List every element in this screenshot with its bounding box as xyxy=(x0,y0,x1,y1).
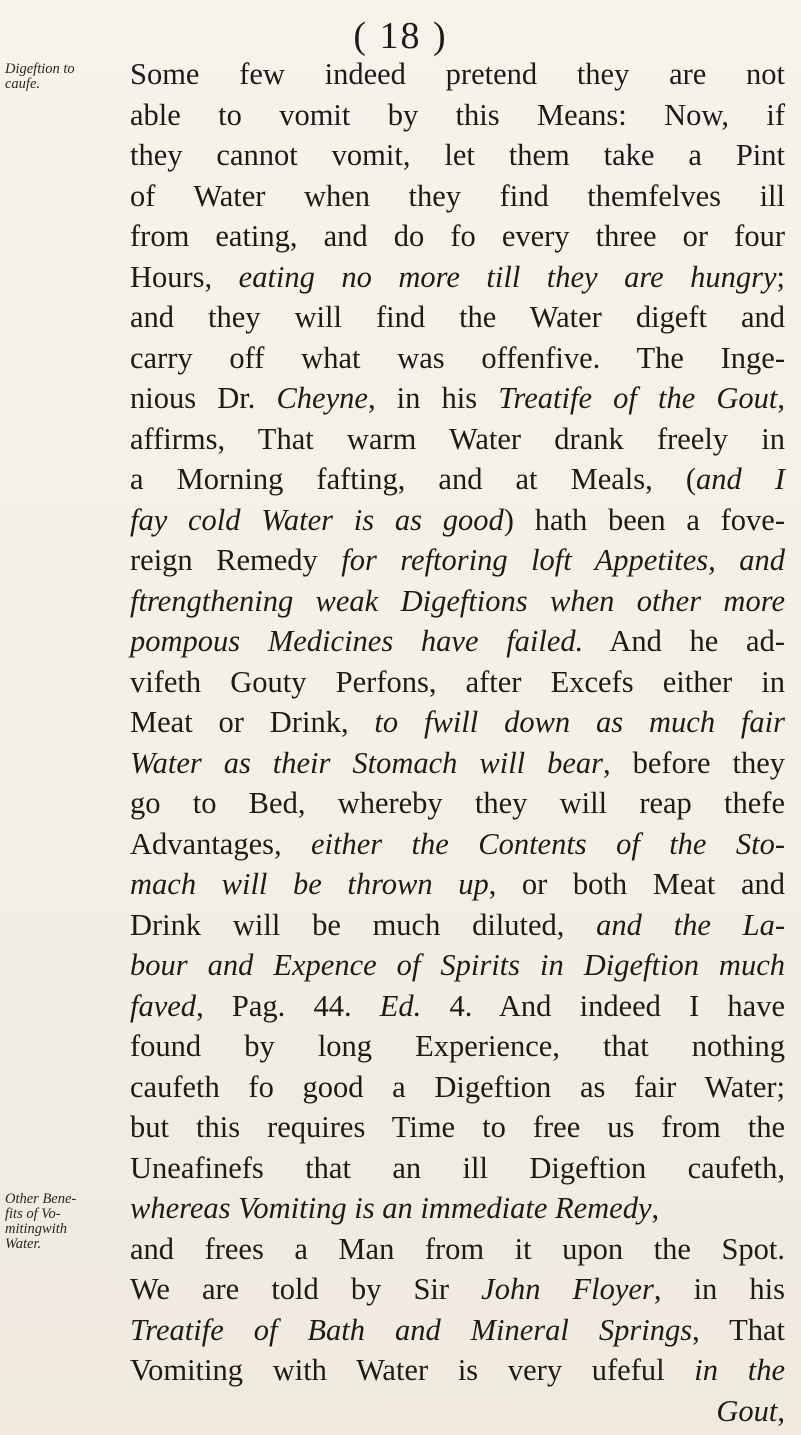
italic-run: Ed. xyxy=(379,988,422,1023)
italic-run: John Floyer xyxy=(481,1272,654,1306)
text-line xyxy=(130,459,785,500)
text-line xyxy=(130,1107,785,1148)
italic-run: whereas Vomiting is an immediate Remedy xyxy=(130,1191,652,1225)
italic-run: for reftoring loft Appetites, and xyxy=(341,543,786,577)
margin-note-line: Other Bene- xyxy=(5,1191,77,1207)
text-line xyxy=(130,1350,785,1391)
text-line xyxy=(130,1067,785,1108)
text-line xyxy=(130,824,785,865)
text-run: found by long Experience, that nothing xyxy=(130,1029,785,1063)
italic-run: Gout xyxy=(716,1393,778,1428)
text-run: , Pag. 44. xyxy=(196,988,380,1023)
text-run: caufeth fo good a Digeftion as fair Water; xyxy=(130,1069,785,1104)
italic-run: Treatife of Bath and Mineral Springs xyxy=(130,1312,693,1347)
text-line xyxy=(130,540,785,581)
italic-run: eating no more till they are hungry xyxy=(238,259,777,294)
text-run: from eating, and do fo every three or four xyxy=(130,219,785,253)
text-line xyxy=(130,581,785,622)
italic-run: to fwill down as much fair xyxy=(374,705,785,739)
text-line xyxy=(130,945,785,986)
text-run: affirms, That warm Water drank freely in xyxy=(130,421,785,456)
text-run: We are told by Sir xyxy=(130,1272,482,1306)
text-run: ; xyxy=(776,259,785,294)
text-line xyxy=(130,1310,785,1351)
text-run: ) hath been a fove- xyxy=(503,502,785,537)
margin-note-line: fits of Vo- xyxy=(5,1206,61,1222)
text-line xyxy=(130,378,785,419)
text-run: And he ad- xyxy=(583,624,785,658)
text-run: but this requires Time to free us from the xyxy=(130,1110,785,1144)
margin-note-line: caufe. xyxy=(5,76,41,92)
text-line xyxy=(130,297,785,338)
italic-run: Cheyne xyxy=(276,381,368,415)
text-line xyxy=(130,702,785,743)
text-run: and they will find the Water digeft and xyxy=(130,300,785,334)
margin-note-line: mitingwith xyxy=(5,1221,68,1237)
text-line xyxy=(130,986,785,1027)
italic-run: fay cold Water is as good xyxy=(130,502,504,537)
text-run: go to Bed, whereby they will reap thefe xyxy=(130,786,785,820)
margin-note-digestion xyxy=(5,62,125,92)
text-run: Drink will be much diluted, xyxy=(130,907,597,942)
text-run: Some few indeed pretend they are not xyxy=(130,57,785,91)
text-run: a Morning fafting, and at Meals, ( xyxy=(130,462,696,496)
italic-run: pompous Medicines have failed. xyxy=(130,624,584,658)
text-line xyxy=(130,1391,785,1432)
text-run: vifeth Gouty Perfons, after Excefs either in xyxy=(130,664,785,699)
page-number: ( 18 ) xyxy=(353,15,448,57)
text-line xyxy=(130,1026,785,1067)
italic-run: either the Contents of the Sto- xyxy=(311,826,786,861)
margin-note-line: Water. xyxy=(5,1236,42,1252)
text-run: Uneafinefs that an ill Digeftion caufeth, xyxy=(130,1150,785,1185)
italic-run: Water as their Stomach will bear xyxy=(130,745,604,780)
text-line xyxy=(130,257,785,298)
text-line xyxy=(130,419,785,460)
text-line xyxy=(130,500,785,541)
text-line xyxy=(130,1229,785,1270)
text-line xyxy=(130,54,785,95)
text-run: of Water when they find themfelves ill xyxy=(130,178,785,213)
text-line xyxy=(130,1269,785,1310)
text-line xyxy=(130,95,785,136)
text-line xyxy=(130,176,785,217)
italic-run: in the xyxy=(694,1353,785,1387)
text-run: reign Remedy xyxy=(130,543,342,577)
text-line xyxy=(130,662,785,703)
italic-run: mach will be thrown up xyxy=(130,867,489,901)
italic-run: faved xyxy=(130,988,197,1023)
text-run: Hours, xyxy=(130,259,239,294)
text-line xyxy=(130,864,785,905)
text-run: , in his xyxy=(367,381,499,415)
text-run: they cannot vomit, let them take a Pint xyxy=(130,138,785,172)
text-run: nious Dr. xyxy=(130,381,277,415)
text-run: Meat or Drink, xyxy=(130,705,375,739)
text-run: , or both Meat and xyxy=(488,867,785,901)
text-line xyxy=(130,905,785,946)
text-line xyxy=(130,135,785,176)
text-run: Advantages, xyxy=(130,826,312,861)
text-run: carry off what was offenfive. The Inge- xyxy=(130,340,785,375)
margin-note-line: Digeftion to xyxy=(5,61,75,77)
italic-run: bour and Expence of Spirits in Digeftion much xyxy=(130,948,785,982)
text-line xyxy=(130,621,785,662)
text-run: , xyxy=(777,381,785,415)
text-run: , That xyxy=(692,1312,785,1347)
text-run: , before they xyxy=(603,745,785,780)
text-line xyxy=(130,743,785,784)
text-line xyxy=(130,1148,785,1189)
text-run: , xyxy=(777,1393,785,1428)
text-line xyxy=(130,1188,785,1229)
text-run: able to vomit by this Means: Now, if xyxy=(130,97,785,132)
italic-run: Treatife of the Gout xyxy=(498,381,778,415)
margin-note-other-benefits xyxy=(5,1192,125,1252)
text-run: and frees a Man from it upon the Spot. xyxy=(130,1231,785,1266)
body-text xyxy=(130,54,785,1431)
text-run: Vomiting with Water is very ufeful xyxy=(130,1353,695,1387)
text-line xyxy=(130,216,785,257)
italic-run: ftrengthening weak Digeftions when other more xyxy=(130,583,785,618)
italic-run: and the La- xyxy=(596,907,785,942)
text-run: 4. And indeed I have xyxy=(421,988,786,1023)
text-line xyxy=(130,338,785,379)
italic-run: and I xyxy=(696,462,785,496)
text-run: , xyxy=(651,1191,660,1225)
text-line xyxy=(130,783,785,824)
text-run: , in his xyxy=(653,1272,785,1306)
